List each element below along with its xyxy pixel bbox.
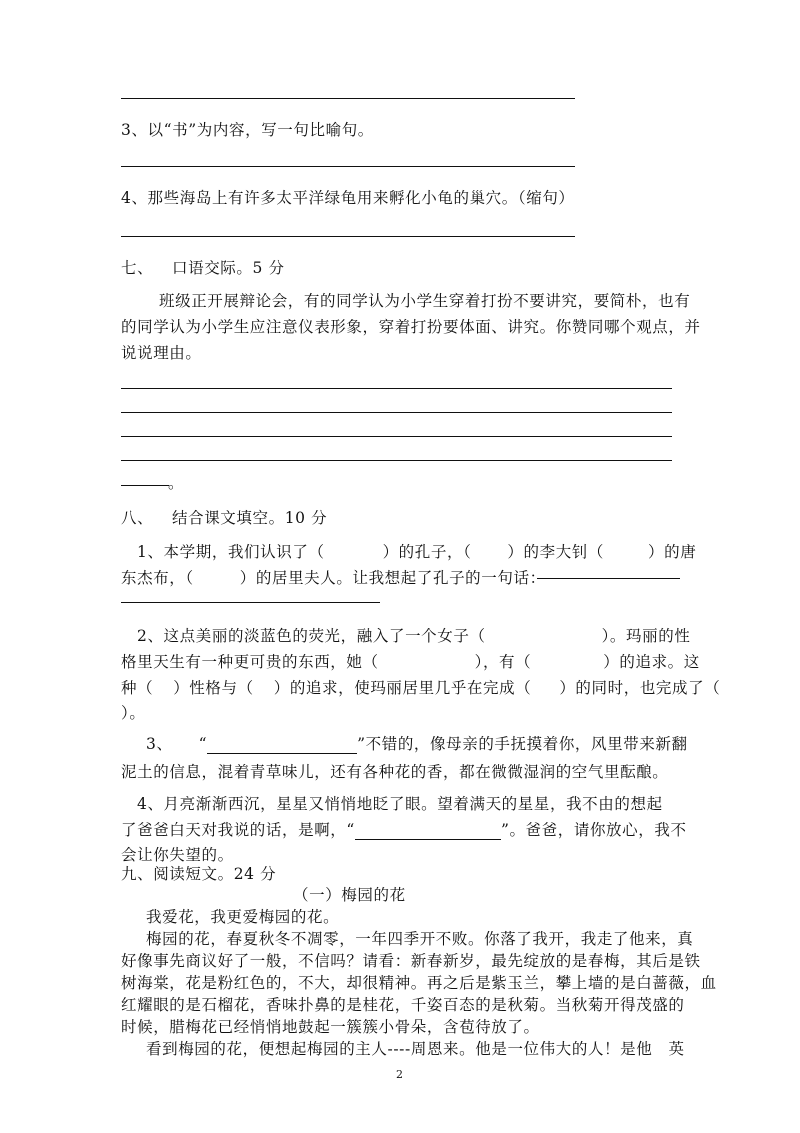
section-8-title: 结合课文填空。10 分 — [172, 509, 328, 527]
page-number: 2 — [396, 1068, 403, 1081]
answer-line[interactable] — [121, 236, 575, 237]
fill-item-4-line-1: 4、月亮渐渐西沉，星星又悄悄地眨了眼。望着满天的星星，我不由的想起 — [137, 795, 663, 813]
section-7-paragraph-line: 说说理由。 — [121, 344, 202, 362]
section-7-paragraph-line: 的同学认为小学生应注意仪表形象，穿着打扮要体面、讲究。你赞同哪个观点，并 — [121, 318, 701, 336]
section-9-title: 九、阅读短文。24 分 — [121, 865, 277, 883]
fill-item-3-line-2: 泥土的信息，混着青草味儿，还有各种花的香，都在微微湿润的空气里酝酿。 — [121, 763, 669, 781]
answer-line[interactable] — [121, 388, 672, 389]
fill-blank[interactable] — [207, 735, 357, 754]
section-8-number: 八、 — [121, 509, 154, 527]
fill-item-2-line-4: ）。 — [121, 704, 146, 722]
answer-line[interactable] — [121, 166, 575, 167]
question-3: 3、以“书”为内容，写一句比喻句。 — [121, 121, 374, 139]
section-7-title: 口语交际。5 分 — [172, 259, 285, 277]
answer-line[interactable] — [121, 436, 672, 437]
answer-line[interactable] — [121, 98, 575, 99]
section-7-number: 七、 — [121, 259, 154, 277]
reading-line: 好像事先商议好了一般，不信吗？请看：新春新岁，最先绽放的是春梅，其后是铁 — [121, 952, 701, 970]
fill-item-1-line-1: 1、本学期，我们认识了（ ）的孔子，（ ）的李大钊（ ）的唐 — [137, 543, 697, 561]
reading-line: 树海棠，花是粉红色的，不大，却很精神。再之后是紫玉兰，攀上墙的是白蔷薇，血 — [121, 974, 717, 992]
fill-item-4-line-3: 会让你失望的。 — [121, 846, 234, 864]
fill-item-4-line-2: 了爸爸白天对我说的话，是啊，“ ”。爸爸，请你放心，我不 — [121, 821, 687, 839]
reading-line: 我爱花，我更爱梅园的花。 — [146, 908, 340, 926]
reading-title: （一）梅园的花 — [293, 886, 406, 904]
section-7-end-mark: 。 — [168, 474, 185, 492]
fill-item-3-line-1: 3、 “ ”不错的，像母亲的手抚摸着你，风里带来新翻 — [146, 735, 688, 753]
fill-item-2-line-1: 2、这点美丽的淡蓝色的荧光，融入了一个女子（ ）。玛丽的性 — [137, 627, 691, 645]
reading-line: 看到梅园的花，便想起梅园的主人----周恩来。他是一位伟大的人！是他 英 — [146, 1040, 685, 1058]
answer-line[interactable] — [121, 460, 672, 461]
section-7-paragraph-line: 班级正开展辩论会，有的同学认为小学生穿着打扮不要讲究，要简朴，也有 — [159, 292, 691, 310]
answer-line[interactable] — [121, 412, 672, 413]
reading-line: 时候，腊梅花已经悄悄地鼓起一簇簇小骨朵，含苞待放了。 — [121, 1018, 540, 1036]
question-4: 4、那些海岛上有许多太平洋绿龟用来孵化小龟的巢穴。（缩句） — [121, 189, 575, 207]
fill-item-2-line-2: 格里天生有一种更可贵的东西，她（ ），有（ ）的追求。这 — [121, 653, 700, 671]
fill-item-2-line-3: 种（ ）性格与（ ）的追求，使玛丽居里几乎在完成（ ）的同时，也完成了（ — [121, 679, 721, 697]
answer-line[interactable] — [121, 485, 169, 486]
reading-line: 梅园的花，春夏秋冬不凋零，一年四季开不败。你落了我开，我走了他来，真 — [146, 930, 694, 948]
answer-line[interactable] — [537, 578, 680, 579]
fill-blank[interactable] — [355, 821, 501, 840]
fill-item-1-line-2: 东杰布，（ ）的居里夫人。让我想起了孔子的一句话： — [121, 569, 546, 587]
reading-line: 红耀眼的是石榴花，香味扑鼻的是桂花，千姿百态的是秋菊。当秋菊开得茂盛的 — [121, 996, 685, 1014]
answer-line[interactable] — [121, 602, 380, 603]
